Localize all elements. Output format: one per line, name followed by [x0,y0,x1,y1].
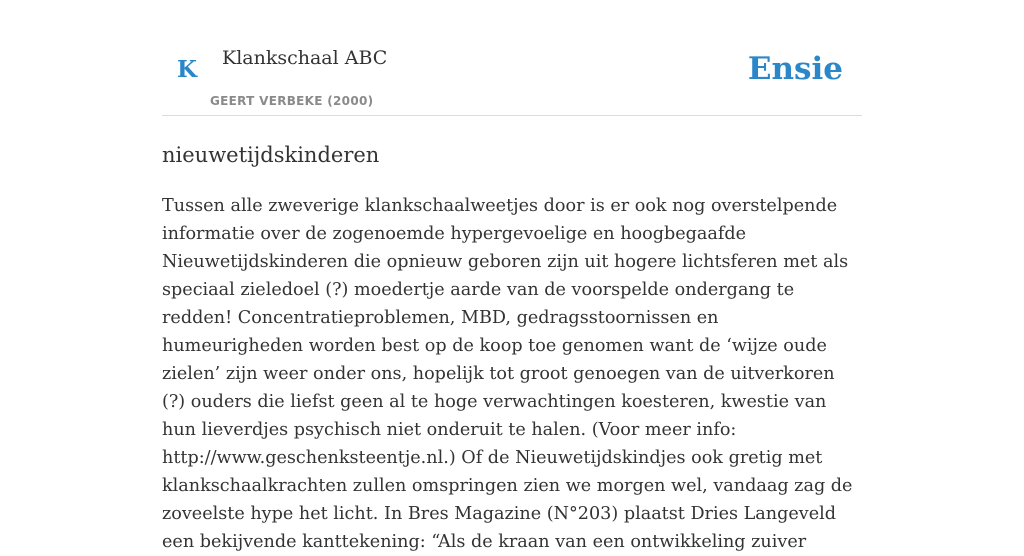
ensie-brand-logo[interactable]: Ensie [747,51,843,87]
book-logo[interactable]: K [177,56,197,83]
book-author: GEERT VERBEKE (2000) [210,94,374,108]
book-title-link[interactable]: Klankschaal ABC [222,47,388,69]
entry-body-text: Tussen alle zweverige klankschaalweetjes door is er ook nog overstelpende informatie over de zogenoemde hypergevoelige en hoogbegaafde Nieuwetijdskinderen die opnieuw geboren zijn uit hogere lichtsferen met als speciaal zieledoel (?) moedertje aarde van de voorspelde ondergang te redden! Concentratieproblemen, MBD, gedragsstoornissen en humeurigheden worden best op de koop toe genomen want de ‘wijze oude zielen’ zijn weer onder ons, hopelijk tot groot genoegen van de uitverkoren (?) ouders die liefst geen al te hoge verwachtingen koesteren, kwestie van hun lieverdjes psychisch niet onderuit te halen. (Voor meer info: http://www.geschenksteentje.nl.) Of de Nieuwetijdskindjes ook gretig met klankschaalkrachten zullen omspringen zien we morgen wel, vandaag zag de zoveelste hype het licht. In Bres Magazine (N°203) plaatst Dries Langeveld een bekijvende kanttekening: “Als de kraan van een ontwikkeling zuiver [162,196,853,552]
book-header [162,0,862,116]
entry-title: nieuwetijdskinderen [162,143,380,167]
